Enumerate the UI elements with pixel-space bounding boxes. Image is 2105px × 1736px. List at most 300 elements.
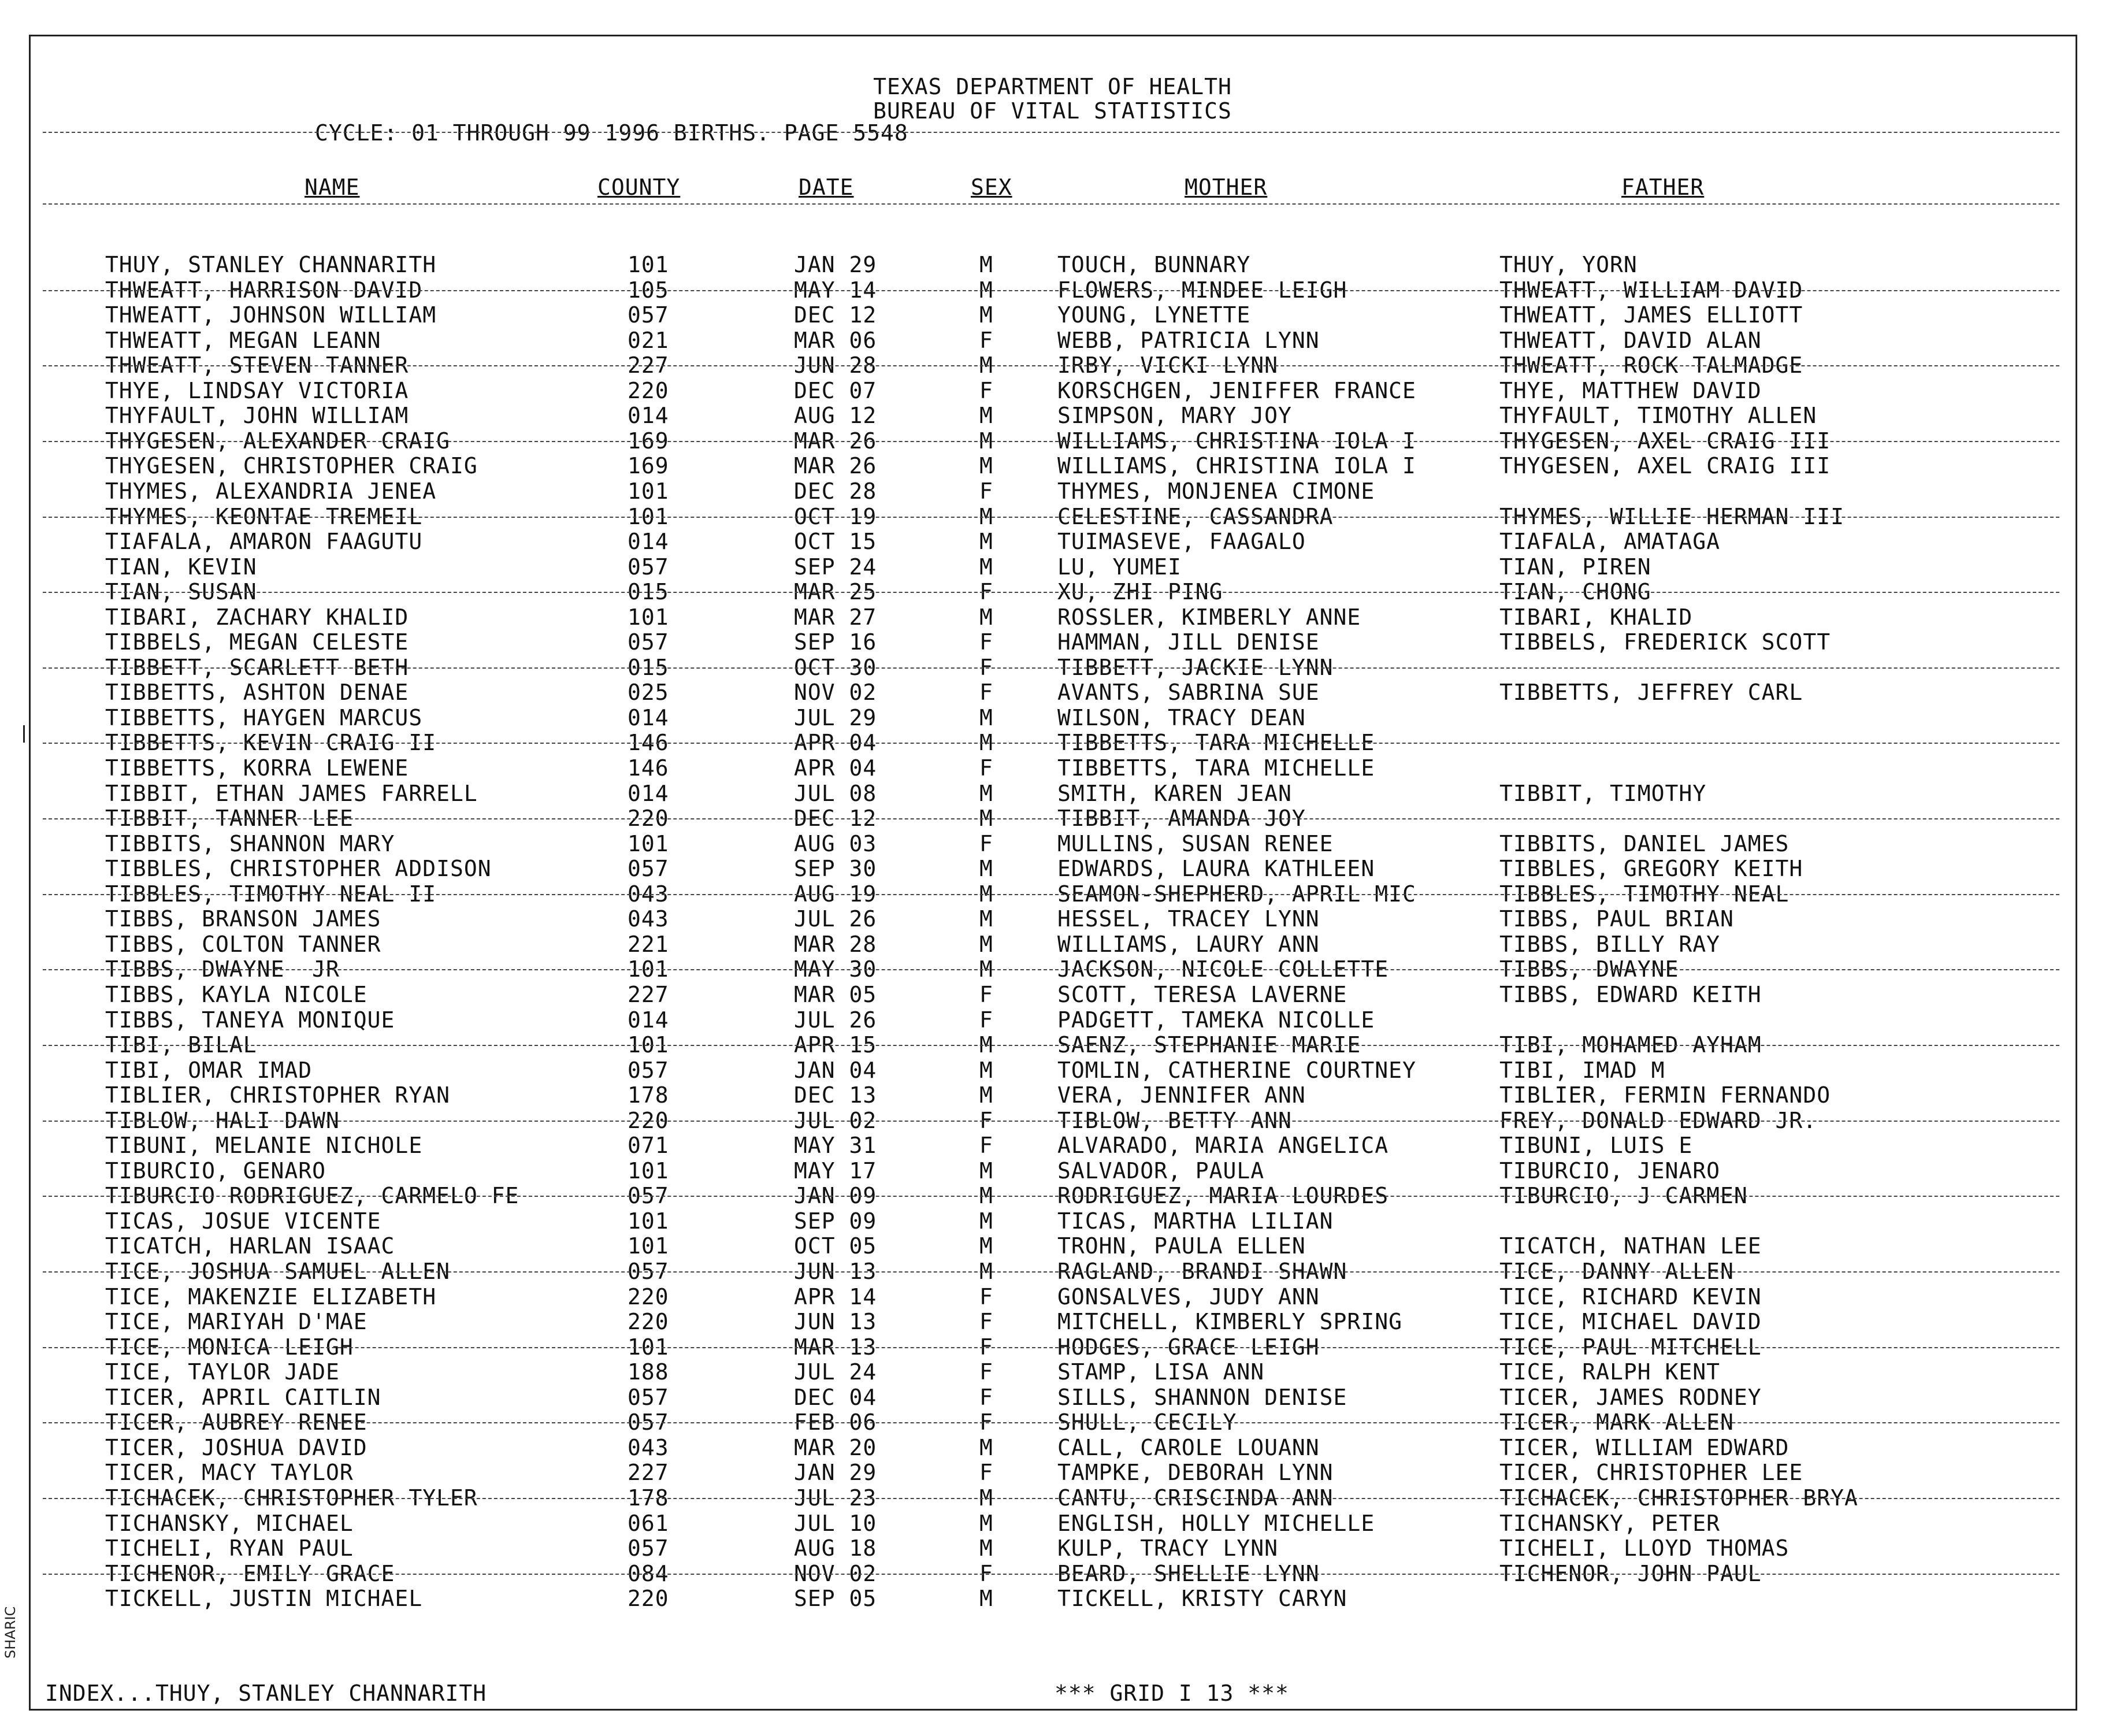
cell-sex: F (979, 1007, 993, 1033)
cell-name: THWEATT, HARRISON DAVID (105, 277, 423, 303)
cell-mother: TOMLIN, CATHERINE COURTNEY (1057, 1058, 1416, 1083)
cell-father: TIBURCIO, JENARO (1499, 1158, 1721, 1184)
cell-name: TIBBS, TANEYA MONIQUE (105, 1007, 395, 1033)
cell-father: FREY, DONALD EDWARD JR. (1499, 1108, 1817, 1133)
cell-county: 057 (628, 1409, 669, 1435)
cell-date: NOV 02 (794, 680, 877, 705)
cell-name: TIBLIER, CHRISTOPHER RYAN (105, 1082, 450, 1108)
cell-county: 227 (628, 1460, 669, 1485)
divider (43, 290, 2059, 291)
table-row (0, 605, 2105, 630)
cell-sex: F (979, 1133, 993, 1158)
cell-father: TIBBLES, GREGORY KEITH (1499, 856, 1803, 881)
grid-footer: *** GRID I 13 *** (1055, 1681, 1289, 1706)
cell-sex: F (979, 982, 993, 1007)
cell-county: 043 (628, 906, 669, 932)
divider (43, 1271, 2059, 1273)
cell-county: 101 (628, 478, 669, 504)
cell-mother: ROSSLER, KIMBERLY ANNE (1057, 604, 1361, 630)
cell-name: TIBBETTS, KEVIN CRAIG II (105, 730, 437, 755)
cell-mother: SILLS, SHANNON DENISE (1057, 1385, 1347, 1410)
cell-father: TIBUNI, LUIS E (1499, 1133, 1693, 1158)
cell-county: 105 (628, 277, 669, 303)
cell-mother: MITCHELL, KIMBERLY SPRING (1057, 1309, 1402, 1334)
cell-father: TIBBS, PAUL BRIAN (1499, 906, 1734, 932)
column-header-father: FATHER (1621, 175, 1705, 200)
cell-father: TIBI, IMAD M (1499, 1058, 1665, 1083)
cell-county: 221 (628, 932, 669, 957)
cell-county: 057 (628, 629, 669, 655)
cell-date: JUN 28 (794, 353, 877, 378)
cell-father: THUY, YORN (1499, 252, 1638, 277)
cell-date: JUL 26 (794, 906, 877, 932)
cell-county: 220 (628, 1309, 669, 1334)
cell-sex: M (979, 856, 993, 881)
margin-mark (23, 725, 25, 743)
cell-mother: JACKSON, NICOLE COLLETTE (1057, 956, 1389, 982)
cell-date: MAY 30 (794, 956, 877, 982)
cell-sex: F (979, 629, 993, 655)
cell-father: TIBLIER, FERMIN FERNANDO (1499, 1082, 1831, 1108)
column-header-sex: SEX (971, 175, 1012, 200)
cell-county: 101 (628, 1208, 669, 1234)
cell-mother: RODRIGUEZ, MARIA LOURDES (1057, 1183, 1389, 1208)
cell-date: SEP 30 (794, 856, 877, 881)
cell-mother: WILLIAMS, LAURY ANN (1057, 932, 1320, 957)
cell-mother: SCOTT, TERESA LAVERNE (1057, 982, 1347, 1007)
cell-name: THWEATT, MEGAN LEANN (105, 328, 381, 353)
cell-county: 057 (628, 554, 669, 580)
cell-father: TICATCH, NATHAN LEE (1499, 1233, 1762, 1259)
cell-date: SEP 09 (794, 1208, 877, 1234)
cell-county: 014 (628, 403, 669, 428)
cell-father: TIBBITS, DANIEL JAMES (1499, 831, 1790, 856)
cell-mother: AVANTS, SABRINA SUE (1057, 680, 1320, 705)
cell-county: 101 (628, 604, 669, 630)
cell-mother: TIBBETTS, TARA MICHELLE (1057, 730, 1375, 755)
cell-father: THYE, MATTHEW DAVID (1499, 378, 1762, 403)
divider (43, 517, 2059, 518)
cell-county: 101 (628, 504, 669, 529)
column-header-county: COUNTY (597, 175, 681, 200)
cell-county: 101 (628, 1032, 669, 1058)
divider (43, 1422, 2059, 1423)
divider (43, 365, 2059, 366)
divider (43, 969, 2059, 970)
cell-sex: F (979, 1385, 993, 1410)
divider (43, 132, 2059, 133)
divider (43, 894, 2059, 895)
cell-sex: M (979, 1032, 993, 1058)
table-row (0, 982, 2105, 1007)
cell-mother: SMITH, KAREN JEAN (1057, 781, 1292, 806)
cell-sex: M (979, 1158, 993, 1184)
table-row (0, 1058, 2105, 1083)
cell-county: 057 (628, 1535, 669, 1561)
cell-date: OCT 15 (794, 529, 877, 554)
divider (43, 667, 2059, 669)
table-row (0, 303, 2105, 328)
cell-father: TIBBETTS, JEFFREY CARL (1499, 680, 1803, 705)
cell-county: 014 (628, 529, 669, 554)
cell-father: TICHENOR, JOHN PAUL (1499, 1561, 1762, 1586)
cell-father: TIBURCIO, J CARMEN (1499, 1183, 1748, 1208)
cell-county: 227 (628, 982, 669, 1007)
cell-mother: TAMPKE, DEBORAH LYNN (1057, 1460, 1334, 1485)
cell-mother: MULLINS, SUSAN RENEE (1057, 831, 1334, 856)
column-header-date: DATE (799, 175, 854, 200)
cell-date: JAN 29 (794, 1460, 877, 1485)
cell-father: THYGESEN, AXEL CRAIG III (1499, 428, 1831, 454)
table-row (0, 1234, 2105, 1259)
index-footer: INDEX...THUY, STANLEY CHANNARITH (45, 1681, 487, 1706)
cell-name: TIBBS, COLTON TANNER (105, 932, 381, 957)
table-row (0, 1133, 2105, 1158)
table-row (0, 1511, 2105, 1536)
cell-county: 220 (628, 1284, 669, 1310)
cell-sex: F (979, 755, 993, 781)
cell-name: TIAFALA, AMARON FAAGUTU (105, 529, 423, 554)
table-row (0, 454, 2105, 478)
cell-date: JUL 24 (794, 1359, 877, 1385)
cell-sex: M (979, 906, 993, 932)
cell-sex: F (979, 1409, 993, 1435)
table-row (0, 529, 2105, 554)
cell-father: TICHACEK, CHRISTOPHER BRYA (1499, 1485, 1858, 1511)
cell-county: 014 (628, 1007, 669, 1033)
cell-county: 057 (628, 1183, 669, 1208)
cell-sex: M (979, 881, 993, 907)
cell-name: TIBBETT, SCARLETT BETH (105, 655, 409, 680)
cell-father: TIAN, CHONG (1499, 579, 1651, 604)
divider (43, 1196, 2059, 1197)
cell-date: AUG 03 (794, 831, 877, 856)
cell-county: 043 (628, 881, 669, 907)
cell-date: JUN 13 (794, 1259, 877, 1284)
cell-county: 146 (628, 755, 669, 781)
cell-father: TICE, DANNY ALLEN (1499, 1259, 1734, 1284)
cell-name: TICE, MAKENZIE ELIZABETH (105, 1284, 437, 1310)
cell-sex: M (979, 705, 993, 730)
cell-mother: HODGES, GRACE LEIGH (1057, 1334, 1320, 1360)
cell-county: 220 (628, 806, 669, 831)
cell-name: TICE, JOSHUA SAMUEL ALLEN (105, 1259, 450, 1284)
cell-county: 021 (628, 328, 669, 353)
cell-name: TICATCH, HARLAN ISAAC (105, 1233, 395, 1259)
table-row (0, 328, 2105, 353)
cell-date: APR 14 (794, 1284, 877, 1310)
cell-name: THWEATT, STEVEN TANNER (105, 353, 409, 378)
cell-father: TIBBELS, FREDERICK SCOTT (1499, 629, 1831, 655)
cell-county: 071 (628, 1133, 669, 1158)
cell-county: 220 (628, 1108, 669, 1133)
cell-name: TIAN, KEVIN (105, 554, 257, 580)
cell-date: SEP 05 (794, 1586, 877, 1611)
cell-date: NOV 02 (794, 1561, 877, 1586)
cell-name: TICER, MACY TAYLOR (105, 1460, 354, 1485)
cell-date: OCT 19 (794, 504, 877, 529)
cell-mother: TIBLOW, BETTY ANN (1057, 1108, 1292, 1133)
cell-sex: M (979, 529, 993, 554)
table-row (0, 832, 2105, 856)
cell-date: MAR 26 (794, 453, 877, 478)
cell-sex: M (979, 554, 993, 580)
table-row (0, 403, 2105, 428)
cell-name: TICER, AUBREY RENEE (105, 1409, 367, 1435)
cell-county: 057 (628, 856, 669, 881)
cell-county: 227 (628, 353, 669, 378)
cell-date: OCT 30 (794, 655, 877, 680)
cell-name: TICE, MONICA LEIGH (105, 1334, 354, 1360)
cell-date: JAN 29 (794, 252, 877, 277)
cell-name: THYMES, KEONTAE TREMEIL (105, 504, 423, 529)
divider (43, 1574, 2059, 1575)
cell-sex: M (979, 932, 993, 957)
table-row (0, 907, 2105, 932)
cell-father: TICER, JAMES RODNEY (1499, 1385, 1762, 1410)
cell-sex: M (979, 302, 993, 328)
cell-name: TIBBLES, TIMOTHY NEAL II (105, 881, 437, 907)
cell-mother: EDWARDS, LAURA KATHLEEN (1057, 856, 1375, 881)
cell-date: JUL 23 (794, 1485, 877, 1511)
cell-father: TICE, RICHARD KEVIN (1499, 1284, 1762, 1310)
cell-county: 025 (628, 680, 669, 705)
cell-county: 057 (628, 1259, 669, 1284)
cell-mother: TIBBETTS, TARA MICHELLE (1057, 755, 1375, 781)
cell-mother: HAMMAN, JILL DENISE (1057, 629, 1320, 655)
cell-date: DEC 07 (794, 378, 877, 403)
cell-sex: M (979, 403, 993, 428)
cell-mother: IRBY, VICKI LYNN (1057, 353, 1279, 378)
cell-mother: BEARD, SHELLIE LYNN (1057, 1561, 1320, 1586)
cell-date: AUG 12 (794, 403, 877, 428)
cell-sex: F (979, 378, 993, 403)
cell-sex: F (979, 579, 993, 604)
cell-name: TICER, APRIL CAITLIN (105, 1385, 381, 1410)
cell-sex: F (979, 831, 993, 856)
cell-county: 057 (628, 302, 669, 328)
cell-county: 169 (628, 453, 669, 478)
cell-sex: F (979, 655, 993, 680)
cell-sex: M (979, 1511, 993, 1536)
cell-name: TICHELI, RYAN PAUL (105, 1535, 354, 1561)
cell-date: JUL 29 (794, 705, 877, 730)
cell-mother: PADGETT, TAMEKA NICOLLE (1057, 1007, 1375, 1033)
divider (43, 1347, 2059, 1348)
cell-name: TIBBS, DWAYNE JR (105, 956, 340, 982)
divider (43, 818, 2059, 819)
cell-sex: M (979, 806, 993, 831)
table-row (0, 1285, 2105, 1310)
cell-mother: HESSEL, TRACEY LYNN (1057, 906, 1320, 932)
cell-sex: M (979, 730, 993, 755)
cell-county: 101 (628, 956, 669, 982)
cell-father: TICE, PAUL MITCHELL (1499, 1334, 1762, 1360)
cell-name: THYFAULT, JOHN WILLIAM (105, 403, 409, 428)
cell-name: TICAS, JOSUE VICENTE (105, 1208, 381, 1234)
cell-sex: M (979, 1586, 993, 1611)
cell-county: 101 (628, 1233, 669, 1259)
cell-county: 101 (628, 1158, 669, 1184)
cell-county: 015 (628, 655, 669, 680)
cell-sex: M (979, 1535, 993, 1561)
cell-mother: TICAS, MARTHA LILIAN (1057, 1208, 1334, 1234)
cell-date: JUL 10 (794, 1511, 877, 1536)
cell-county: 101 (628, 1334, 669, 1360)
report-subtitle: BUREAU OF VITAL STATISTICS (873, 98, 1232, 124)
cell-sex: M (979, 453, 993, 478)
cell-mother: CELESTINE, CASSANDRA (1057, 504, 1334, 529)
cell-name: TIBBETTS, HAYGEN MARCUS (105, 705, 423, 730)
table-row (0, 630, 2105, 655)
cell-sex: F (979, 1561, 993, 1586)
cell-mother: KORSCHGEN, JENIFFER FRANCE (1057, 378, 1416, 403)
cell-date: APR 04 (794, 755, 877, 781)
table-row (0, 1159, 2105, 1184)
table-row (0, 379, 2105, 403)
cell-county: 101 (628, 252, 669, 277)
column-header-mother: MOTHER (1185, 175, 1268, 200)
cell-sex: F (979, 1460, 993, 1485)
cell-father: TICE, MICHAEL DAVID (1499, 1309, 1762, 1334)
cell-sex: M (979, 504, 993, 529)
cell-sex: M (979, 1058, 993, 1083)
table-row (0, 856, 2105, 881)
cell-county: 084 (628, 1561, 669, 1586)
cell-date: APR 04 (794, 730, 877, 755)
cell-sex: M (979, 1082, 993, 1108)
cell-name: TICE, MARIYAH D'MAE (105, 1309, 367, 1334)
cell-sex: F (979, 680, 993, 705)
cell-father: TIBBS, EDWARD KEITH (1499, 982, 1762, 1007)
cell-father: TIBI, MOHAMED AYHAM (1499, 1032, 1762, 1058)
divider (43, 203, 2059, 205)
cell-father: THWEATT, WILLIAM DAVID (1499, 277, 1803, 303)
divider (43, 743, 2059, 744)
cell-sex: M (979, 1233, 993, 1259)
cell-county: 188 (628, 1359, 669, 1385)
cell-name: TIBBIT, TANNER LEE (105, 806, 354, 831)
cell-date: SEP 16 (794, 629, 877, 655)
cell-county: 057 (628, 1058, 669, 1083)
table-row (0, 932, 2105, 957)
table-row (0, 706, 2105, 730)
cell-county: 014 (628, 781, 669, 806)
divider (43, 1498, 2059, 1499)
cell-date: APR 15 (794, 1032, 877, 1058)
cell-county: 220 (628, 378, 669, 403)
cell-name: TIBBLES, CHRISTOPHER ADDISON (105, 856, 492, 881)
cell-mother: THYMES, MONJENEA CIMONE (1057, 478, 1375, 504)
cell-mother: CANTU, CRISCINDA ANN (1057, 1485, 1334, 1511)
cell-date: JUN 13 (794, 1309, 877, 1334)
cell-name: TIBURCIO, GENARO (105, 1158, 326, 1184)
cell-date: AUG 18 (794, 1535, 877, 1561)
cell-date: MAR 05 (794, 982, 877, 1007)
cell-sex: F (979, 478, 993, 504)
cell-date: MAR 27 (794, 604, 877, 630)
cell-father: THYFAULT, TIMOTHY ALLEN (1499, 403, 1817, 428)
cell-mother: TROHN, PAULA ELLEN (1057, 1233, 1306, 1259)
cell-name: TIBBETTS, KORRA LEWENE (105, 755, 409, 781)
cell-date: DEC 12 (794, 302, 877, 328)
cell-mother: WILLIAMS, CHRISTINA IOLA I (1057, 428, 1416, 454)
cell-sex: M (979, 781, 993, 806)
cell-father: TICE, RALPH KENT (1499, 1359, 1721, 1385)
cell-mother: GONSALVES, JUDY ANN (1057, 1284, 1320, 1310)
cell-date: JAN 09 (794, 1183, 877, 1208)
cell-name: TIBBS, KAYLA NICOLE (105, 982, 367, 1007)
cell-name: THYGESEN, ALEXANDER CRAIG (105, 428, 450, 454)
table-row (0, 1209, 2105, 1234)
cell-county: 057 (628, 1385, 669, 1410)
table-row (0, 1435, 2105, 1460)
cell-name: TICER, JOSHUA DAVID (105, 1435, 367, 1460)
cell-mother: ALVARADO, MARIA ANGELICA (1057, 1133, 1389, 1158)
cell-county: 043 (628, 1435, 669, 1460)
divider (43, 592, 2059, 593)
cycle-line: CYCLE: 01 THROUGH 99 1996 BIRTHS. PAGE 5548 (315, 120, 908, 146)
cell-mother: WILSON, TRACY DEAN (1057, 705, 1306, 730)
divider (43, 1121, 2059, 1122)
cell-date: JAN 04 (794, 1058, 877, 1083)
cell-county: 015 (628, 579, 669, 604)
cell-sex: F (979, 328, 993, 353)
cell-name: TIBUNI, MELANIE NICHOLE (105, 1133, 423, 1158)
cell-date: MAY 17 (794, 1158, 877, 1184)
table-row (0, 1536, 2105, 1561)
cell-date: SEP 24 (794, 554, 877, 580)
cell-mother: WEBB, PATRICIA LYNN (1057, 328, 1320, 353)
cell-name: TIBBIT, ETHAN JAMES FARRELL (105, 781, 478, 806)
cell-mother: FLOWERS, MINDEE LEIGH (1057, 277, 1347, 303)
cell-date: MAR 20 (794, 1435, 877, 1460)
cell-sex: M (979, 1208, 993, 1234)
cell-county: 014 (628, 705, 669, 730)
side-tag: SHARIC (2, 1606, 18, 1659)
cell-date: AUG 19 (794, 881, 877, 907)
cell-county: 220 (628, 1586, 669, 1611)
cell-date: DEC 04 (794, 1385, 877, 1410)
cell-date: DEC 13 (794, 1082, 877, 1108)
cell-mother: TICKELL, KRISTY CARYN (1057, 1586, 1347, 1611)
cell-father: THWEATT, ROCK TALMADGE (1499, 353, 1803, 378)
cell-name: TICHACEK, CHRISTOPHER TYLER (105, 1485, 478, 1511)
cell-name: TIBARI, ZACHARY KHALID (105, 604, 409, 630)
cell-date: DEC 12 (794, 806, 877, 831)
cell-sex: M (979, 604, 993, 630)
cell-county: 146 (628, 730, 669, 755)
cell-name: TIAN, SUSAN (105, 579, 257, 604)
cell-date: JUL 26 (794, 1007, 877, 1033)
cell-name: TIBBITS, SHANNON MARY (105, 831, 395, 856)
cell-county: 178 (628, 1485, 669, 1511)
table-row (0, 756, 2105, 781)
cell-mother: VERA, JENNIFER ANN (1057, 1082, 1306, 1108)
divider (43, 441, 2059, 442)
cell-mother: STAMP, LISA ANN (1057, 1359, 1265, 1385)
cell-mother: SALVADOR, PAULA (1057, 1158, 1265, 1184)
cell-sex: M (979, 252, 993, 277)
cell-father: TIBBIT, TIMOTHY (1499, 781, 1707, 806)
cell-date: FEB 06 (794, 1409, 877, 1435)
cell-mother: CALL, CAROLE LOUANN (1057, 1435, 1320, 1460)
cell-sex: F (979, 1309, 993, 1334)
report-title: TEXAS DEPARTMENT OF HEALTH (873, 74, 1232, 99)
table-row (0, 781, 2105, 806)
cell-mother: LU, YUMEI (1057, 554, 1182, 580)
cell-name: TIBBELS, MEGAN CELESTE (105, 629, 409, 655)
